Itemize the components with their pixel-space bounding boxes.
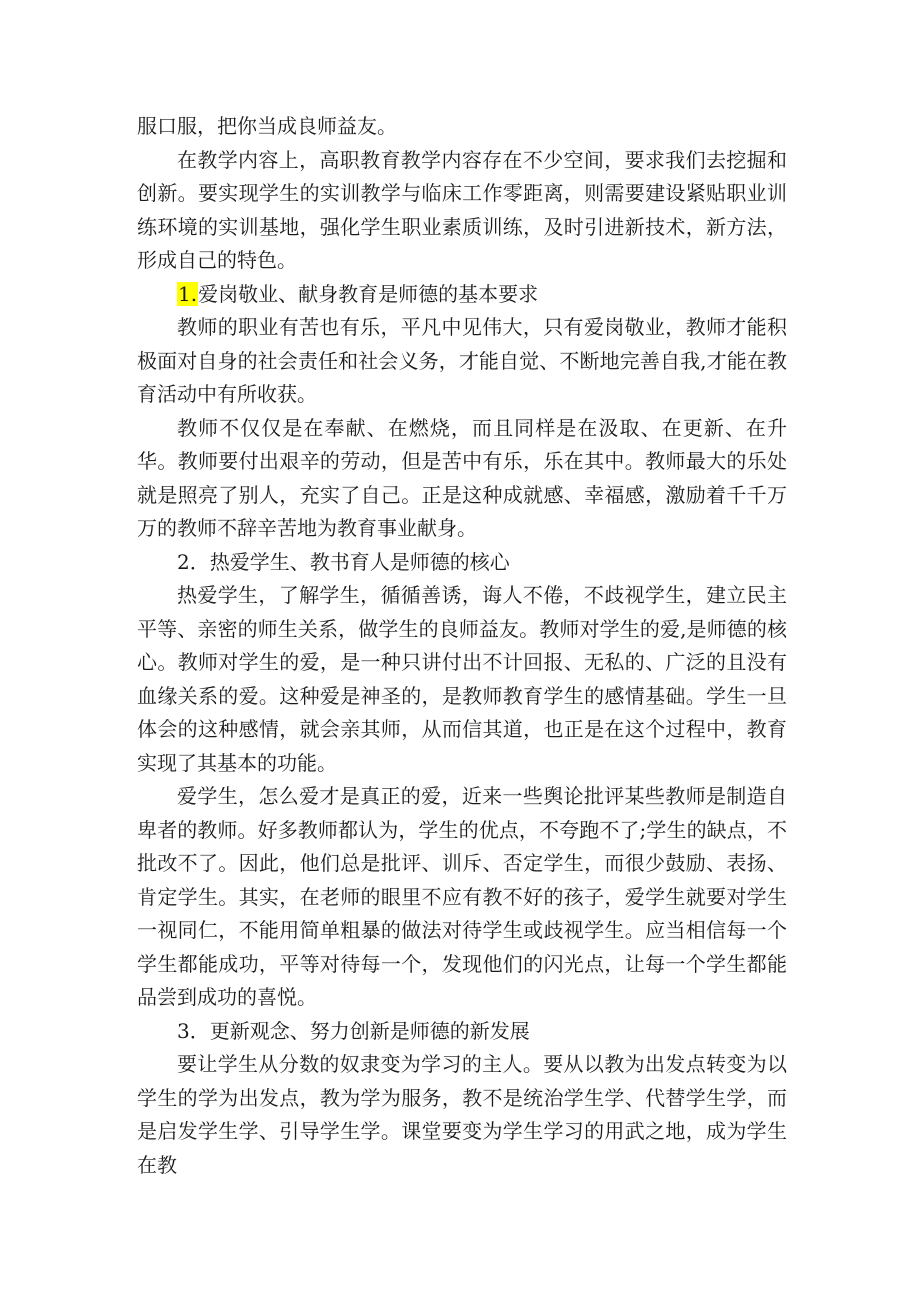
paragraph: 教师的职业有苦也有乐，平凡中见伟大，只有爱岗敬业，教师才能积极面对自身的社会责任和社会义务，才能自觉、不断地完善自我,才能在教育活动中有所收获。 — [137, 315, 787, 406]
heading-text: 爱岗敬业、献身教育是师德的基本要求 — [198, 281, 539, 306]
paragraph: 要让学生从分数的奴隶变为学习的主人。要从以教为出发点转变为以学生的学为出发点，教为学为服务，教不是统治学生学、代替学生学，而是启发学生学、引导学生学。课堂要变为学生学习的用武之地，成为学生在教 — [137, 1052, 787, 1177]
section-heading-2: 2．热爱学生、教书育人是师德的核心 — [177, 549, 510, 574]
highlighted-number: 1. — [178, 281, 198, 306]
paragraph-continuation: 服口服，把你当成良师益友。 — [137, 114, 397, 138]
paragraph: 爱学生，怎么爱才是真正的爱，近来一些舆论批评某些教师是制造自卑者的教师。好多教师都认为，学生的优点，不夸跑不了;学生的缺点，不批改不了。因此，他们总是批评、训斥、否定学生，而很少鼓励、表扬、肯定学生。其实，在老师的眼里不应有教不好的孩子，爱学生就要对学生一视同仁，不能用简单粗暴的做法对待学生或歧视学生。应当相信每一个学生都能成功，平等对待每一个，发现他们的闪光点，让每一个学生都能品尝到成功的喜悦。 — [137, 784, 787, 1009]
document-body — [137, 110, 787, 1182]
section-heading-3: 3．更新观念、努力创新是师德的新发展 — [177, 1018, 530, 1043]
section-heading-1 — [137, 278, 787, 312]
paragraph: 在教学内容上，高职教育教学内容存在不少空间，要求我们去挖掘和创新。要实现学生的实训教学与临床工作零距离，则需要建设紧贴职业训练环境的实训基地，强化学生职业素质训练，及时引进新技术，新方法，形成自己的特色。 — [137, 147, 787, 272]
paragraph: 热爱学生，了解学生，循循善诱，诲人不倦，不歧视学生，建立民主平等、亲密的师生关系，做学生的良师益友。教师对学生的爱,是师德的核心。教师对学生的爱，是一种只讲付出不计回报、无私的、广泛的且没有血缘关系的爱。这种爱是神圣的，是教师教育学生的感情基础。学生一旦体会的这种感情，就会亲其师，从而信其道，也正是在这个过程中，教育实现了其基本的功能。 — [137, 583, 787, 775]
paragraph: 教师不仅仅是在奉献、在燃烧，而且同样是在汲取、在更新、在升华。教师要付出艰辛的劳动，但是苦中有乐，乐在其中。教师最大的乐处就是照亮了别人，充实了自己。正是这种成就感、幸福感，激励着千千万万的教师不辞辛苦地为教育事业献身。 — [137, 415, 787, 540]
